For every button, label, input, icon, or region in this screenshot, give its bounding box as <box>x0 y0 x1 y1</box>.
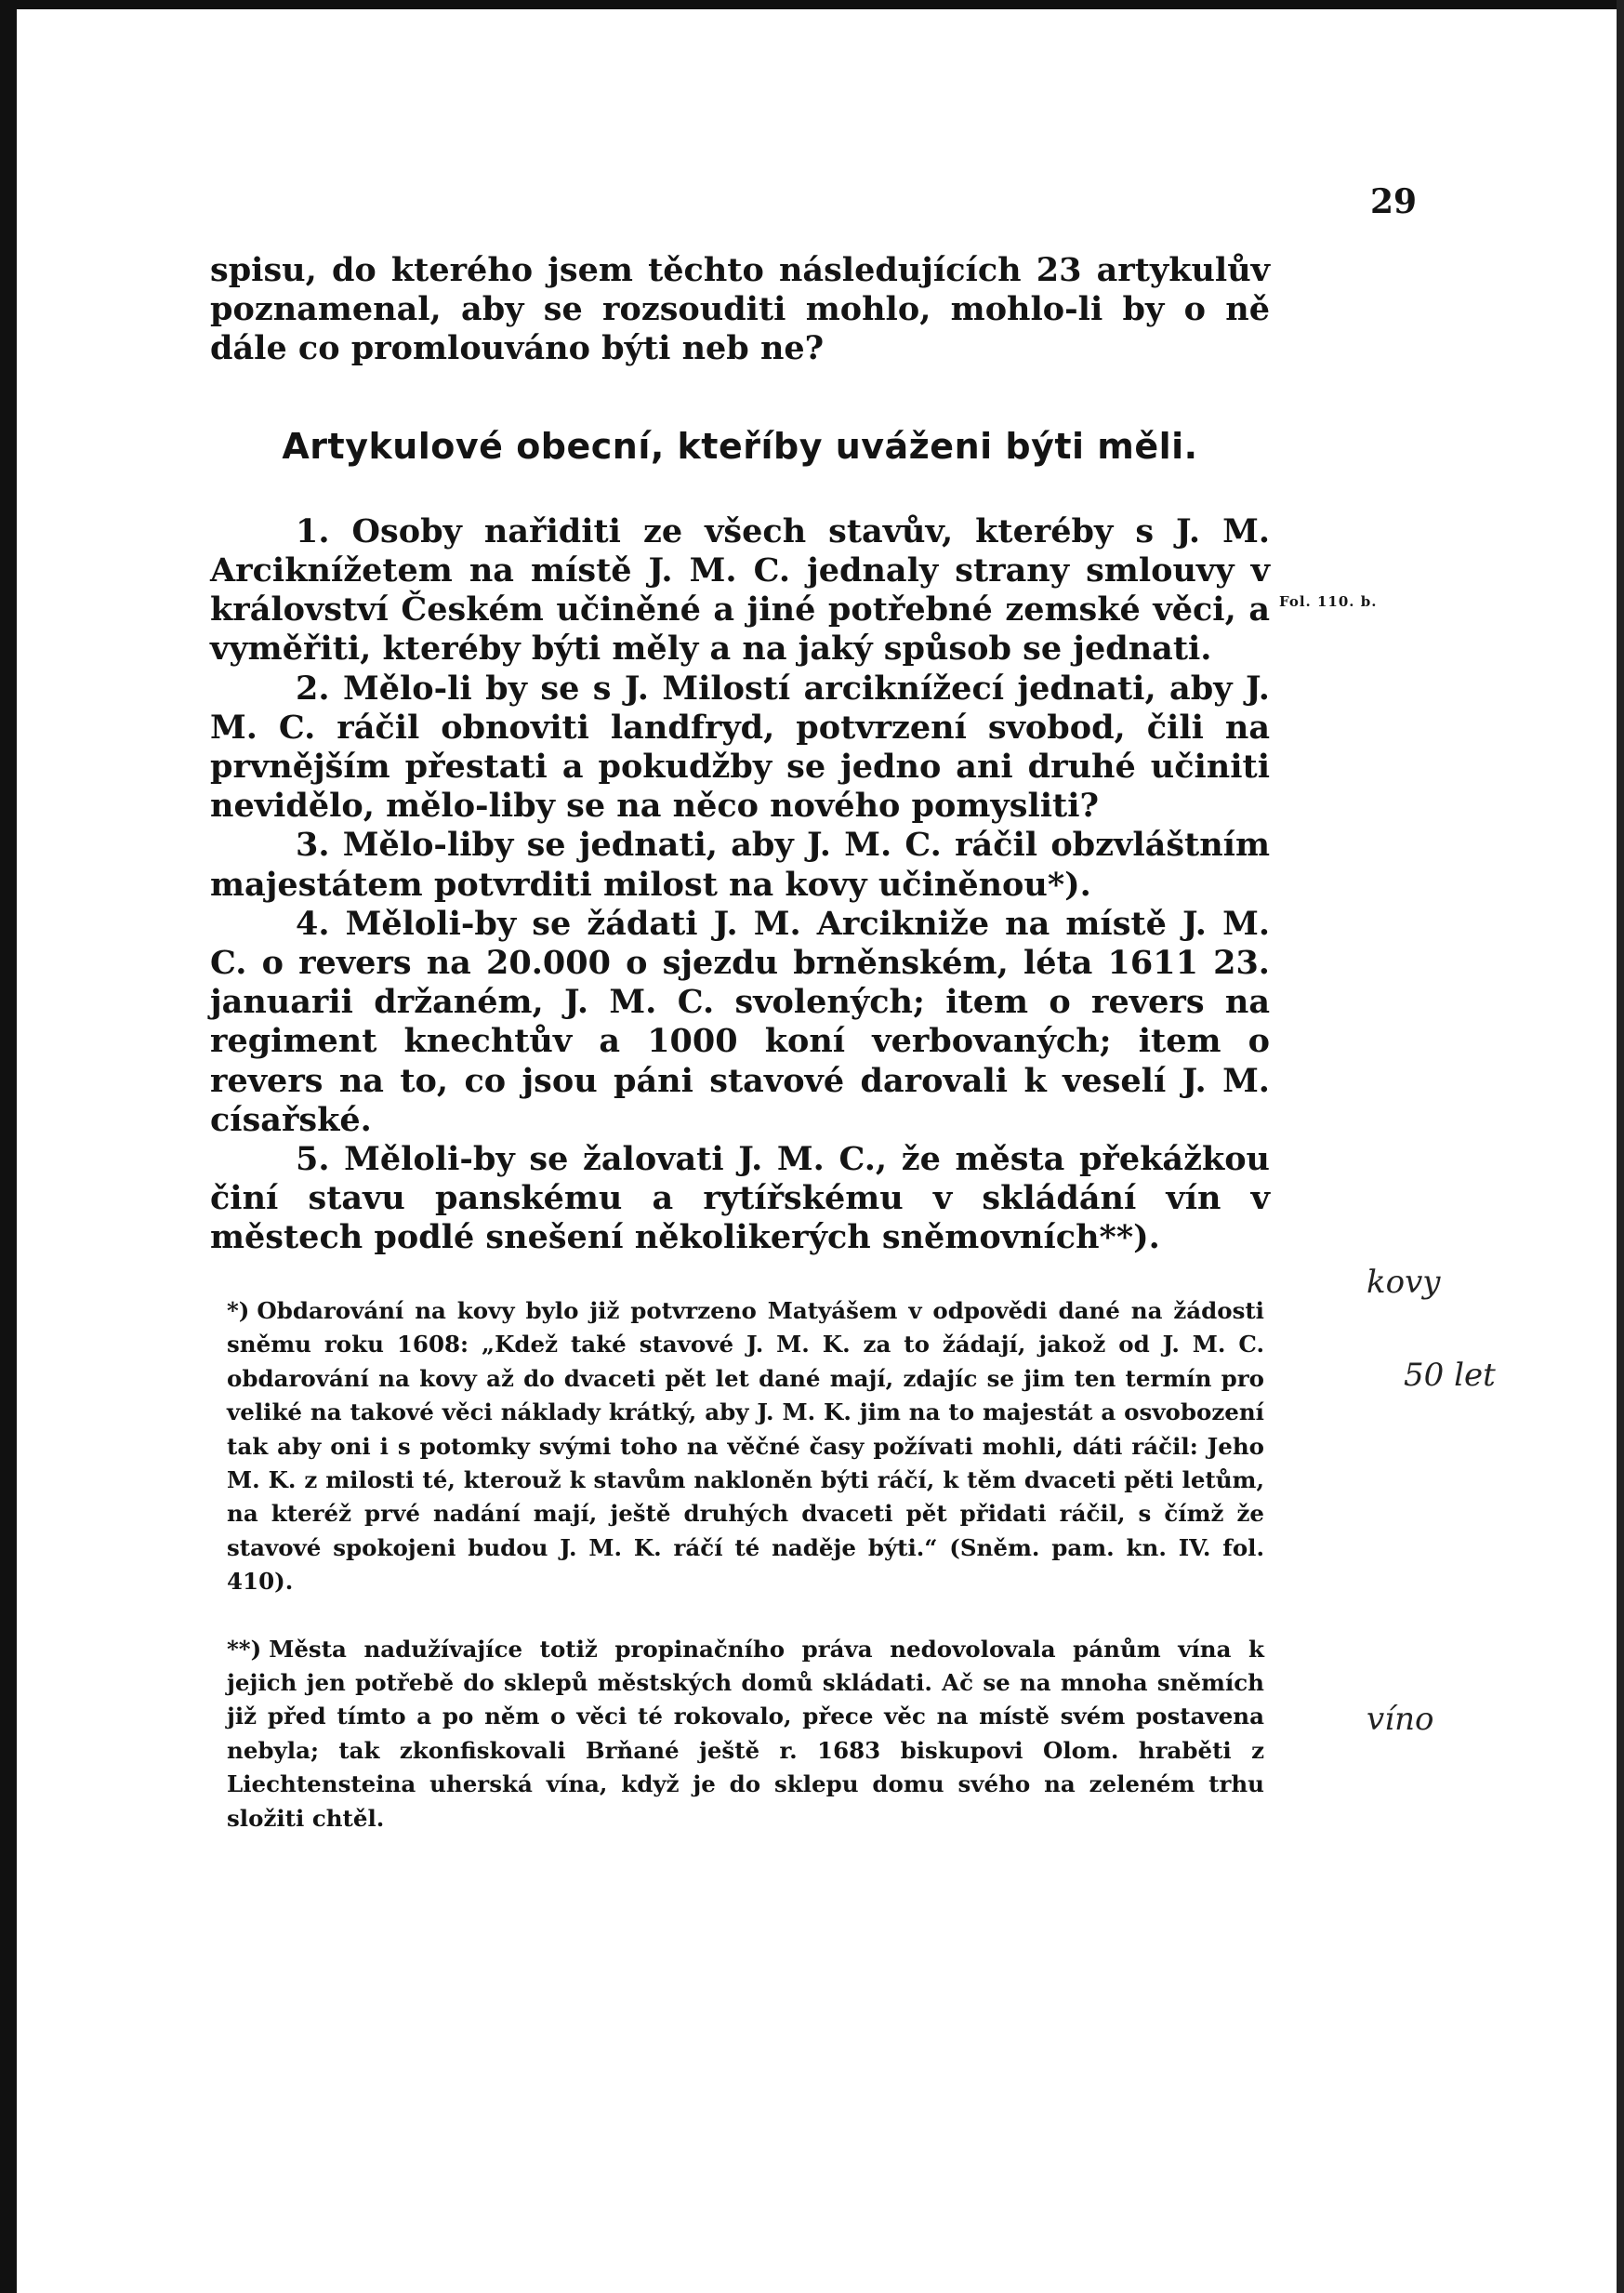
footnote-2-mark: **) <box>227 1635 262 1663</box>
section-heading: Artykulové obecní, kteříby uváženi býti měli. <box>282 425 1198 467</box>
article-5: 5. Měloli-by se žalovati J. M. C., že města překážkou činí stavu panskému a rytířskému v skládání vín v městech podlé snešení několikerých sněmovních**). <box>210 1140 1270 1257</box>
scan-border-right <box>1617 0 1624 2293</box>
handwritten-note-vino: víno <box>1367 1701 1434 1738</box>
article-2: 2. Mělo-li by se s J. Milostí arciknížecí jednati, aby J. M. C. ráčil obnoviti landfryd, potvrzení svobod, čili na prvnějším přestati a pokudžby se jedno ani druhé učiniti nevidělo, mělo-liby se na něco nového pomysliti? <box>210 669 1270 826</box>
article-3: 3. Mělo-liby se jednati, aby J. M. C. ráčil obzvláštním majestátem potvrditi milost na kovy učiněnou*). <box>210 826 1270 904</box>
handwritten-note-kovy: kovy <box>1367 1264 1441 1301</box>
article-1: 1. Osoby nařiditi ze všech stavův, kteréby s J. M. Arciknížetem na místě J. M. C. jednaly strany smlouvy v království Českém učiněné a jiné potřebné zemské věci, a vyměřiti, kteréby býti měly a na jaký spůsob se jednati. <box>210 511 1270 669</box>
footnotes <box>227 1294 1264 1836</box>
article-4: 4. Měloli-by se žádati J. M. Arcikniže na místě J. M. C. o revers na 20.000 o sjezdu brněnském, léta 1611 23. januarii držaném, J. M. C. svolených; item o revers na regiment knechtův a 1000 koní verbovaných; item o revers na to, co jsou páni stavové darovali k veselí J. M. císařské. <box>210 904 1270 1139</box>
scan-border-left <box>0 0 17 2293</box>
footnote-2 <box>227 1633 1264 1836</box>
handwritten-note-50-let: 50 let <box>1404 1357 1496 1394</box>
intro-paragraph: spisu, do kterého jsem těchto následujících 23 artykulův poznamenal, aby se rozsouditi mohlo, mohlo-li by o ně dále co promlouváno býti neb ne? <box>210 251 1270 368</box>
footnote-1-text: Obdarování na kovy bylo již potvrzeno Matyášem v odpovědi dané na žádosti sněmu roku 1608: „Kdež také stavové J. M. K. za to žádají, jakož od J. M. C. obdarování na kovy až do dvaceti pět let dané mají, zdajíc se jim ten termín pro veliké na takové věci náklady krátký, aby J. M. K. jim na to majestát a osvobození tak aby oni i s potomky svými toho na věčné časy požívati mohli, dáti ráčil: Jeho M. K. z milosti té, kterouž k stavům nakloněn býti ráčí, k těm dvaceti pěti letům, na kteréž prvé nadání mají, ještě druhých dvaceti pět přidati ráčil, s čímž že stavové spokojeni budou J. M. K. ráčí té naděje býti.“ (Sněm. pam. kn. IV. fol. 410). <box>227 1297 1264 1596</box>
footnote-1 <box>227 1294 1264 1599</box>
footnote-1-mark: *) <box>227 1297 250 1324</box>
footnote-2-text: Města nadužívajíce totiž propinačního práva nedovolovala pánům vína k jejich jen potřebě do sklepů městských domů skládati. Ač se na mnoha sněmích již před tímto a po něm o věci té rokovalo, přece věc na místě svém postavena nebyla; tak zkonfiskovali Brňané ještě r. 1683 biskupovi Olom. hraběti z Liechtensteina uherská vína, když je do sklepu domu svého na zeleném trhu složiti chtěl. <box>227 1635 1264 1832</box>
main-text <box>210 251 1270 1258</box>
scan-border-top <box>0 0 1624 9</box>
margin-folio-note: Fol. 110. b. <box>1279 593 1378 610</box>
page-number: 29 <box>1370 182 1418 221</box>
handwritten-annotations <box>1348 1237 1590 1832</box>
